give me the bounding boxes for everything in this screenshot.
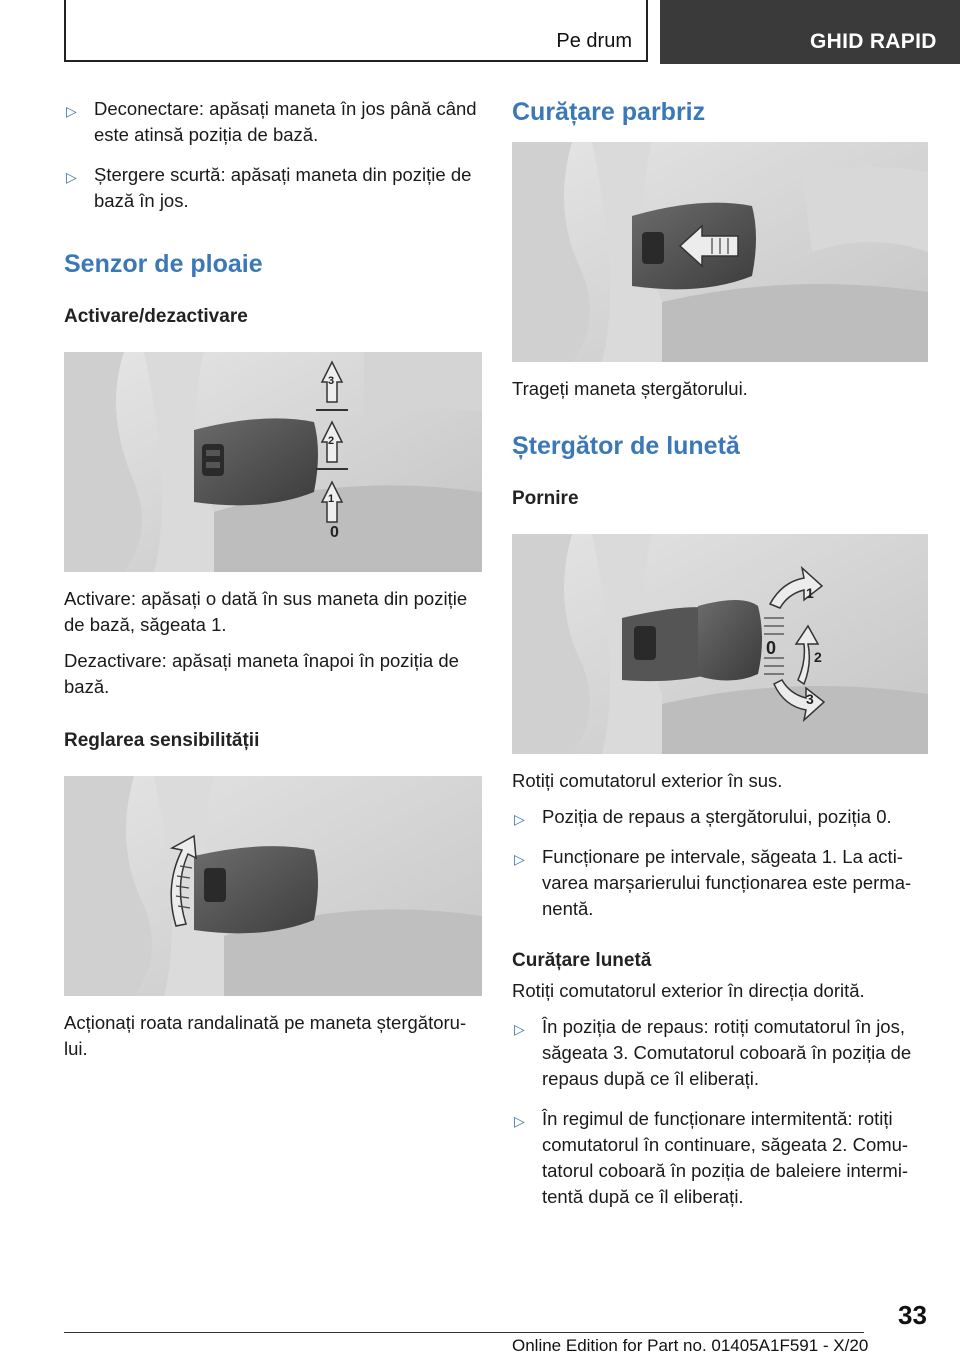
wiper-lever-up-arrows-figure xyxy=(64,352,482,572)
wiper-thumbwheel-figure xyxy=(64,776,482,996)
sensitivity-heading: Reglarea sensibilității xyxy=(64,730,260,751)
wiper-lever-pull-figure xyxy=(512,142,928,362)
rain-sensor-heading: Senzor de ploaie xyxy=(64,250,263,278)
triangle-bullet-icon: ▷ xyxy=(514,811,525,827)
header-box xyxy=(64,0,648,62)
rear-wiper-heading: Ștergător de lunetă xyxy=(512,432,740,460)
start-heading: Pornire xyxy=(512,488,579,509)
rear-window-cleaning-heading: Curățare lunetă xyxy=(512,950,652,971)
windshield-heading: Curățare parbriz xyxy=(512,98,706,126)
rotate-up-text: Rotiți comutatorul exterior în sus. xyxy=(512,770,783,791)
right-column xyxy=(512,96,928,1224)
triangle-bullet-icon: ▷ xyxy=(514,1113,525,1129)
bullet-item: ▷ Deconectare: apăsați maneta în jos până când este atinsă poziția de bază. xyxy=(66,98,477,145)
footer-edition: Online Edition for Part no. 01405A1F591 - X/20 xyxy=(512,1336,869,1355)
chapter-tab xyxy=(660,0,960,64)
bullet-item: ▷ În regimul de funcționare intermitentă: rotiți comutatorul în continuare, săgeata 2. Comu-tatorul coboară în poziția de baleiere intermi-tentă după ce îl eliberați. xyxy=(514,1108,909,1207)
page-number: 33 xyxy=(898,1300,927,1330)
triangle-bullet-icon: ▷ xyxy=(66,169,77,185)
triangle-bullet-icon: ▷ xyxy=(514,1021,525,1037)
triangle-bullet-icon: ▷ xyxy=(514,851,525,867)
rotate-direction-text: Rotiți comutatorul exterior în direcția dorită. xyxy=(512,980,865,1001)
windshield-text: Trageți maneta ștergătorului. xyxy=(512,378,748,399)
figure-label: 1 xyxy=(328,493,335,505)
bullet-item: ▷ Funcționare pe intervale, săgeata 1. La acti-varea marșarierului funcționarea este perma-nentă. xyxy=(514,846,912,919)
figure-label: 2 xyxy=(814,649,822,665)
figure-label: 0 xyxy=(330,524,339,541)
activation-text: Activare: apăsați o dată în sus maneta din poziție de bază, săgeata 1. xyxy=(64,588,468,635)
triangle-bullet-icon: ▷ xyxy=(66,103,77,119)
bullet-item: ▷ Poziția de repaus a ștergătorului, poziția 0. xyxy=(512,804,928,830)
rear-wiper-switch-figure xyxy=(512,534,928,754)
figure-label: 3 xyxy=(328,375,335,387)
bullet-item: ▷ Ștergere scurtă: apăsați maneta din poziție de bază în jos. xyxy=(66,164,472,211)
bullet-item: ▷ În poziția de repaus: rotiți comutatorul în jos, săgeata 3. Comutatorul coboară în poziția de repaus după ce îl eliberați. xyxy=(514,1016,912,1089)
section-title: Pe drum xyxy=(556,30,632,52)
figure-label: 0 xyxy=(766,638,777,658)
chapter-title: GHID RAPID xyxy=(810,30,937,53)
figure-label: 2 xyxy=(328,435,335,447)
figure-label: 1 xyxy=(806,585,814,601)
deactivation-text: Dezactivare: apăsați maneta înapoi în poziția de bază. xyxy=(64,650,459,697)
activation-heading: Activare/dezactivare xyxy=(64,306,248,327)
thumbwheel-text: Acționați roata randalinată pe maneta ștergătoru-lui. xyxy=(64,1012,467,1059)
figure-label: 3 xyxy=(806,691,814,707)
footer-divider xyxy=(64,1332,864,1333)
left-column xyxy=(64,96,482,1072)
